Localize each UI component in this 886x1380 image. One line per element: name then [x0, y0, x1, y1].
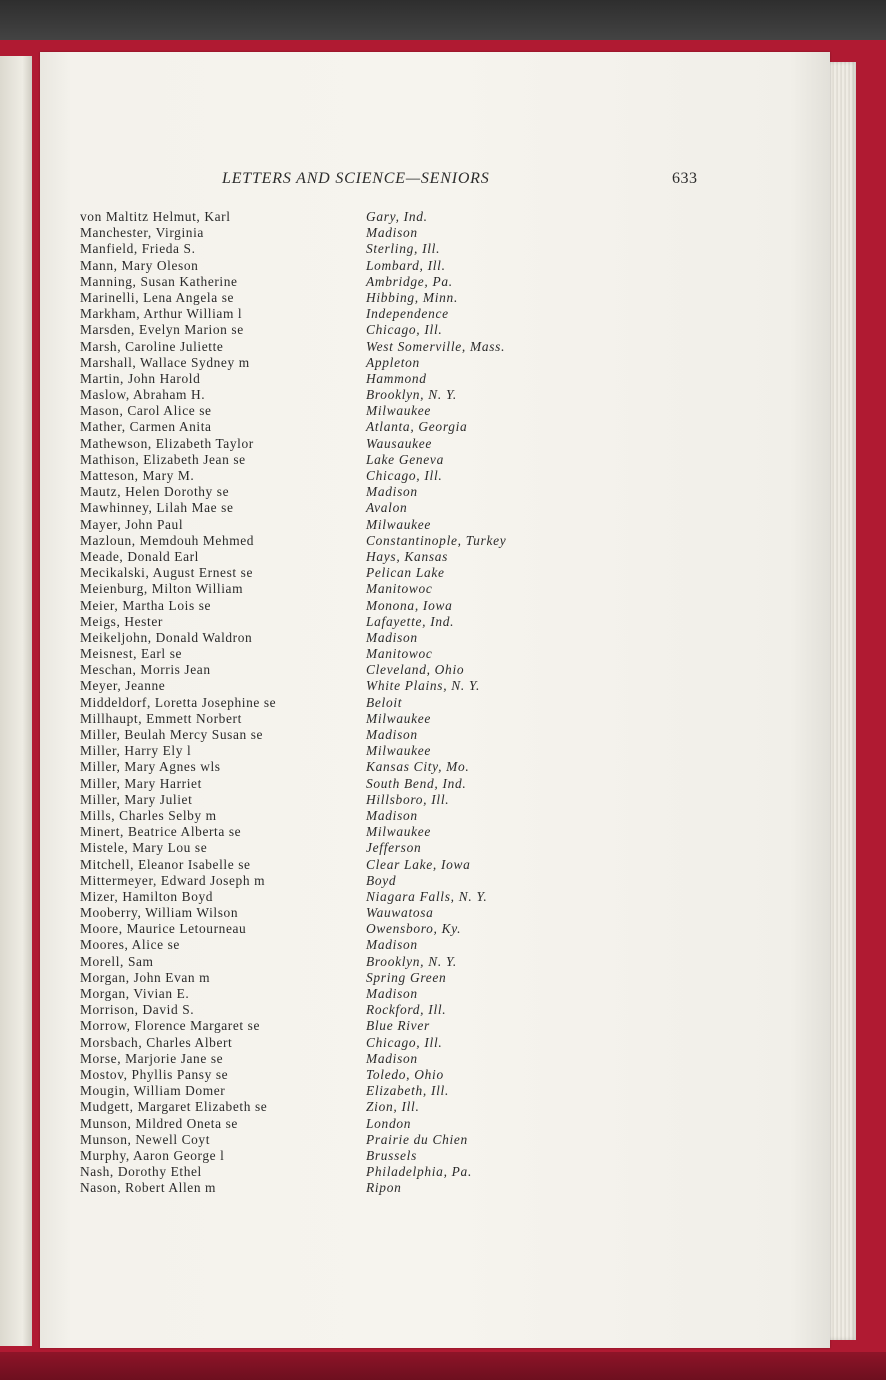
student-hometown: Pelican Lake	[366, 565, 445, 581]
list-item	[80, 646, 680, 662]
list-item	[80, 1018, 680, 1034]
list-item	[80, 274, 680, 290]
student-name: Marshall, Wallace Sydney m	[80, 354, 250, 370]
student-name: Miller, Mary Agnes wls	[80, 759, 221, 775]
list-item	[80, 339, 680, 355]
student-hometown: Ambridge, Pa.	[366, 273, 453, 289]
list-item	[80, 727, 680, 743]
list-item	[80, 419, 680, 435]
list-item	[80, 1132, 680, 1148]
list-item	[80, 387, 680, 403]
student-hometown: Niagara Falls, N. Y.	[366, 888, 488, 904]
student-hometown: Madison	[366, 986, 418, 1001]
student-hometown: White Plains, N. Y.	[366, 678, 480, 694]
student-name: Nason, Robert Allen m	[80, 1180, 217, 1196]
facing-page-edge	[0, 56, 32, 1346]
list-item	[80, 662, 680, 678]
student-name: Mazloun, Memdouh Mehmed	[80, 532, 255, 548]
list-item	[80, 258, 680, 274]
student-hometown: Milwaukee	[366, 710, 432, 726]
student-name: Miller, Mary Harriet	[80, 775, 202, 791]
student-name: Manning, Susan Katherine	[80, 273, 238, 289]
list-item	[80, 921, 680, 937]
list-item	[80, 937, 680, 953]
list-item	[80, 306, 680, 322]
list-item	[80, 678, 680, 694]
student-hometown: Lombard, Ill.	[366, 257, 446, 273]
list-item	[80, 986, 680, 1002]
student-name: Moore, Maurice Letourneau	[80, 921, 247, 937]
list-item	[80, 1180, 680, 1196]
student-name: Morell, Sam	[80, 953, 154, 969]
student-name: Marinelli, Lena Angela se	[80, 289, 235, 305]
student-name: Mathewson, Elizabeth Taylor	[80, 435, 254, 451]
list-item	[80, 954, 680, 970]
student-name: Meikeljohn, Donald Waldron	[80, 629, 253, 645]
student-name: Mawhinney, Lilah Mae se	[80, 500, 234, 516]
list-item	[80, 873, 680, 889]
student-hometown: Brussels	[366, 1147, 417, 1163]
list-item	[80, 1116, 680, 1132]
student-hometown: Chicago, Ill.	[366, 322, 443, 338]
student-hometown: Wausaukee	[366, 435, 433, 451]
student-hometown: Madison	[366, 937, 418, 953]
student-name: Mistele, Mary Lou se	[80, 840, 208, 856]
student-hometown: Milwaukee	[366, 824, 432, 840]
student-name: von Maltitz Helmut, Karl	[80, 209, 231, 224]
student-name: Minert, Beatrice Alberta se	[80, 824, 242, 840]
student-name: Marsden, Evelyn Marion se	[80, 322, 244, 338]
student-hometown: Chicago, Ill.	[366, 1034, 443, 1050]
list-item	[80, 468, 680, 484]
student-hometown: West Somerville, Mass.	[366, 338, 506, 354]
student-hometown: Appleton	[366, 354, 420, 370]
student-hometown: Milwaukee	[366, 743, 432, 759]
student-hometown: Atlanta, Georgia	[366, 419, 468, 435]
student-hometown: Manitowoc	[366, 646, 433, 662]
list-item	[80, 436, 680, 452]
student-name: Meienburg, Milton William	[80, 581, 244, 597]
student-name: Mougin, William Domer	[80, 1083, 226, 1099]
list-item	[80, 857, 680, 873]
list-item	[80, 1067, 680, 1083]
list-item	[80, 792, 680, 808]
student-hometown: Lake Geneva	[366, 451, 444, 467]
student-name: Marsh, Caroline Juliette	[80, 338, 224, 354]
student-hometown: Toledo, Ohio	[366, 1066, 444, 1082]
student-hometown: Elizabeth, Ill.	[366, 1083, 450, 1099]
list-item	[80, 371, 680, 387]
student-hometown: Philadelphia, Pa.	[366, 1164, 472, 1180]
list-item	[80, 1002, 680, 1018]
list-item	[80, 225, 680, 241]
list-item	[80, 695, 680, 711]
student-hometown: Sterling, Ill.	[366, 241, 441, 257]
student-hometown: Madison	[366, 1050, 418, 1066]
student-name: Munson, Mildred Oneta se	[80, 1115, 238, 1131]
student-hometown: Milwaukee	[366, 516, 432, 532]
student-name: Markham, Arthur William l	[80, 306, 243, 322]
student-name: Mitchell, Eleanor Isabelle se	[80, 856, 251, 872]
list-item	[80, 630, 680, 646]
page-title: LETTERS AND SCIENCE—SENIORS	[222, 170, 490, 187]
student-name: Morgan, John Evan m	[80, 969, 211, 985]
list-item	[80, 1083, 680, 1099]
list-item	[80, 889, 680, 905]
student-name: Miller, Harry Ely l	[80, 743, 192, 759]
list-item	[80, 1051, 680, 1067]
student-name: Meade, Donald Earl	[80, 548, 199, 564]
list-item	[80, 290, 680, 306]
student-hometown: Madison	[366, 629, 418, 645]
student-name: Moores, Alice se	[80, 937, 180, 953]
student-hometown: Beloit	[366, 694, 403, 710]
student-hometown: Brooklyn, N. Y.	[366, 953, 457, 969]
list-item	[80, 484, 680, 500]
student-name: Meier, Martha Lois se	[80, 597, 212, 613]
student-hometown: Cleveland, Ohio	[366, 662, 465, 678]
student-name: Murphy, Aaron George l	[80, 1147, 225, 1163]
student-hometown: Independence	[366, 306, 449, 322]
student-hometown: Madison	[366, 727, 418, 742]
list-item	[80, 1035, 680, 1051]
student-name: Morse, Marjorie Jane se	[80, 1050, 224, 1066]
student-hometown: Wauwatosa	[366, 905, 434, 921]
student-name: Martin, John Harold	[80, 370, 201, 386]
student-name: Manfield, Frieda S.	[80, 241, 196, 257]
student-hometown: South Bend, Ind.	[366, 775, 467, 791]
list-item	[80, 614, 680, 630]
student-name: Millhaupt, Emmett Norbert	[80, 710, 242, 726]
list-item	[80, 452, 680, 468]
student-name: Mather, Carmen Anita	[80, 419, 212, 435]
student-name: Mathison, Elizabeth Jean se	[80, 451, 246, 467]
student-hometown: Kansas City, Mo.	[366, 759, 470, 775]
list-item	[80, 759, 680, 775]
student-hometown: Clear Lake, Iowa	[366, 856, 471, 872]
list-item	[80, 1148, 680, 1164]
student-name: Meyer, Jeanne	[80, 678, 166, 694]
student-hometown: Constantinople, Turkey	[366, 532, 507, 548]
list-item	[80, 500, 680, 516]
book-cover-bottom-edge	[0, 1352, 886, 1380]
list-item	[80, 549, 680, 565]
student-hometown: Madison	[366, 484, 418, 500]
student-hometown: Jefferson	[366, 840, 422, 856]
student-name: Morgan, Vivian E.	[80, 986, 190, 1001]
student-name: Meigs, Hester	[80, 613, 163, 629]
student-name: Mason, Carol Alice se	[80, 403, 212, 419]
list-item	[80, 711, 680, 727]
list-item	[80, 808, 680, 824]
student-name: Mautz, Helen Dorothy se	[80, 484, 230, 500]
student-hometown: Rockford, Ill.	[366, 1002, 447, 1018]
student-name: Mizer, Hamilton Boyd	[80, 888, 214, 904]
page-number: 633	[672, 170, 698, 187]
student-name: Mittermeyer, Edward Joseph m	[80, 872, 266, 888]
student-hometown: Boyd	[366, 872, 397, 888]
student-hometown: Ripon	[366, 1180, 402, 1196]
student-name: Munson, Newell Coyt	[80, 1131, 211, 1147]
list-item	[80, 517, 680, 533]
student-hometown: Zion, Ill.	[366, 1099, 420, 1115]
student-hometown: Lafayette, Ind.	[366, 613, 455, 629]
student-name: Nash, Dorothy Ethel	[80, 1164, 202, 1180]
student-hometown: Milwaukee	[366, 403, 432, 419]
student-name: Maslow, Abraham H.	[80, 387, 206, 403]
list-item	[80, 209, 680, 225]
list-item	[80, 322, 680, 338]
student-hometown: Hammond	[366, 370, 427, 386]
list-item	[80, 840, 680, 856]
list-item	[80, 970, 680, 986]
student-hometown: Hibbing, Minn.	[366, 289, 459, 305]
student-name: Morsbach, Charles Albert	[80, 1034, 233, 1050]
list-item	[80, 355, 680, 371]
student-name: Mostov, Phyllis Pansy se	[80, 1066, 229, 1082]
student-hometown: Owensboro, Ky.	[366, 921, 462, 937]
student-name: Morrison, David S.	[80, 1002, 195, 1018]
student-hometown: Gary, Ind.	[366, 209, 428, 224]
list-item	[80, 1099, 680, 1115]
student-name: Mudgett, Margaret Elizabeth se	[80, 1099, 268, 1115]
list-item	[80, 776, 680, 792]
student-hometown: London	[366, 1115, 412, 1131]
student-name: Mann, Mary Oleson	[80, 257, 199, 273]
student-hometown: Hays, Kansas	[366, 548, 449, 564]
list-item	[80, 598, 680, 614]
student-name: Miller, Beulah Mercy Susan se	[80, 727, 264, 742]
student-name: Middeldorf, Loretta Josephine se	[80, 694, 277, 710]
student-name: Matteson, Mary M.	[80, 468, 195, 483]
student-hometown: Chicago, Ill.	[366, 468, 443, 483]
list-item	[80, 241, 680, 257]
student-hometown: Manitowoc	[366, 581, 433, 597]
list-item	[80, 533, 680, 549]
student-name: Meschan, Morris Jean	[80, 662, 211, 678]
list-item	[80, 905, 680, 921]
student-name: Meisnest, Earl se	[80, 646, 183, 662]
student-hometown: Hillsboro, Ill.	[366, 791, 450, 807]
student-hometown: Blue River	[366, 1018, 430, 1034]
student-list	[80, 209, 680, 1196]
student-hometown: Prairie du Chien	[366, 1131, 468, 1147]
student-name: Mooberry, William Wilson	[80, 905, 239, 921]
list-item	[80, 824, 680, 840]
list-item	[80, 743, 680, 759]
student-name: Miller, Mary Juliet	[80, 791, 193, 807]
student-hometown: Brooklyn, N. Y.	[366, 387, 457, 403]
student-hometown: Madison	[366, 225, 418, 241]
list-item	[80, 581, 680, 597]
student-name: Mecikalski, August Ernest se	[80, 565, 254, 581]
student-name: Morrow, Florence Margaret se	[80, 1018, 261, 1034]
list-item	[80, 403, 680, 419]
list-item	[80, 565, 680, 581]
student-hometown: Spring Green	[366, 969, 447, 985]
student-hometown: Avalon	[366, 500, 408, 516]
student-name: Mayer, John Paul	[80, 516, 184, 532]
student-name: Mills, Charles Selby m	[80, 807, 217, 823]
student-hometown: Madison	[366, 807, 418, 823]
student-hometown: Monona, Iowa	[366, 597, 453, 613]
student-name: Manchester, Virginia	[80, 225, 204, 241]
scan-background	[0, 0, 886, 42]
list-item	[80, 1164, 680, 1180]
